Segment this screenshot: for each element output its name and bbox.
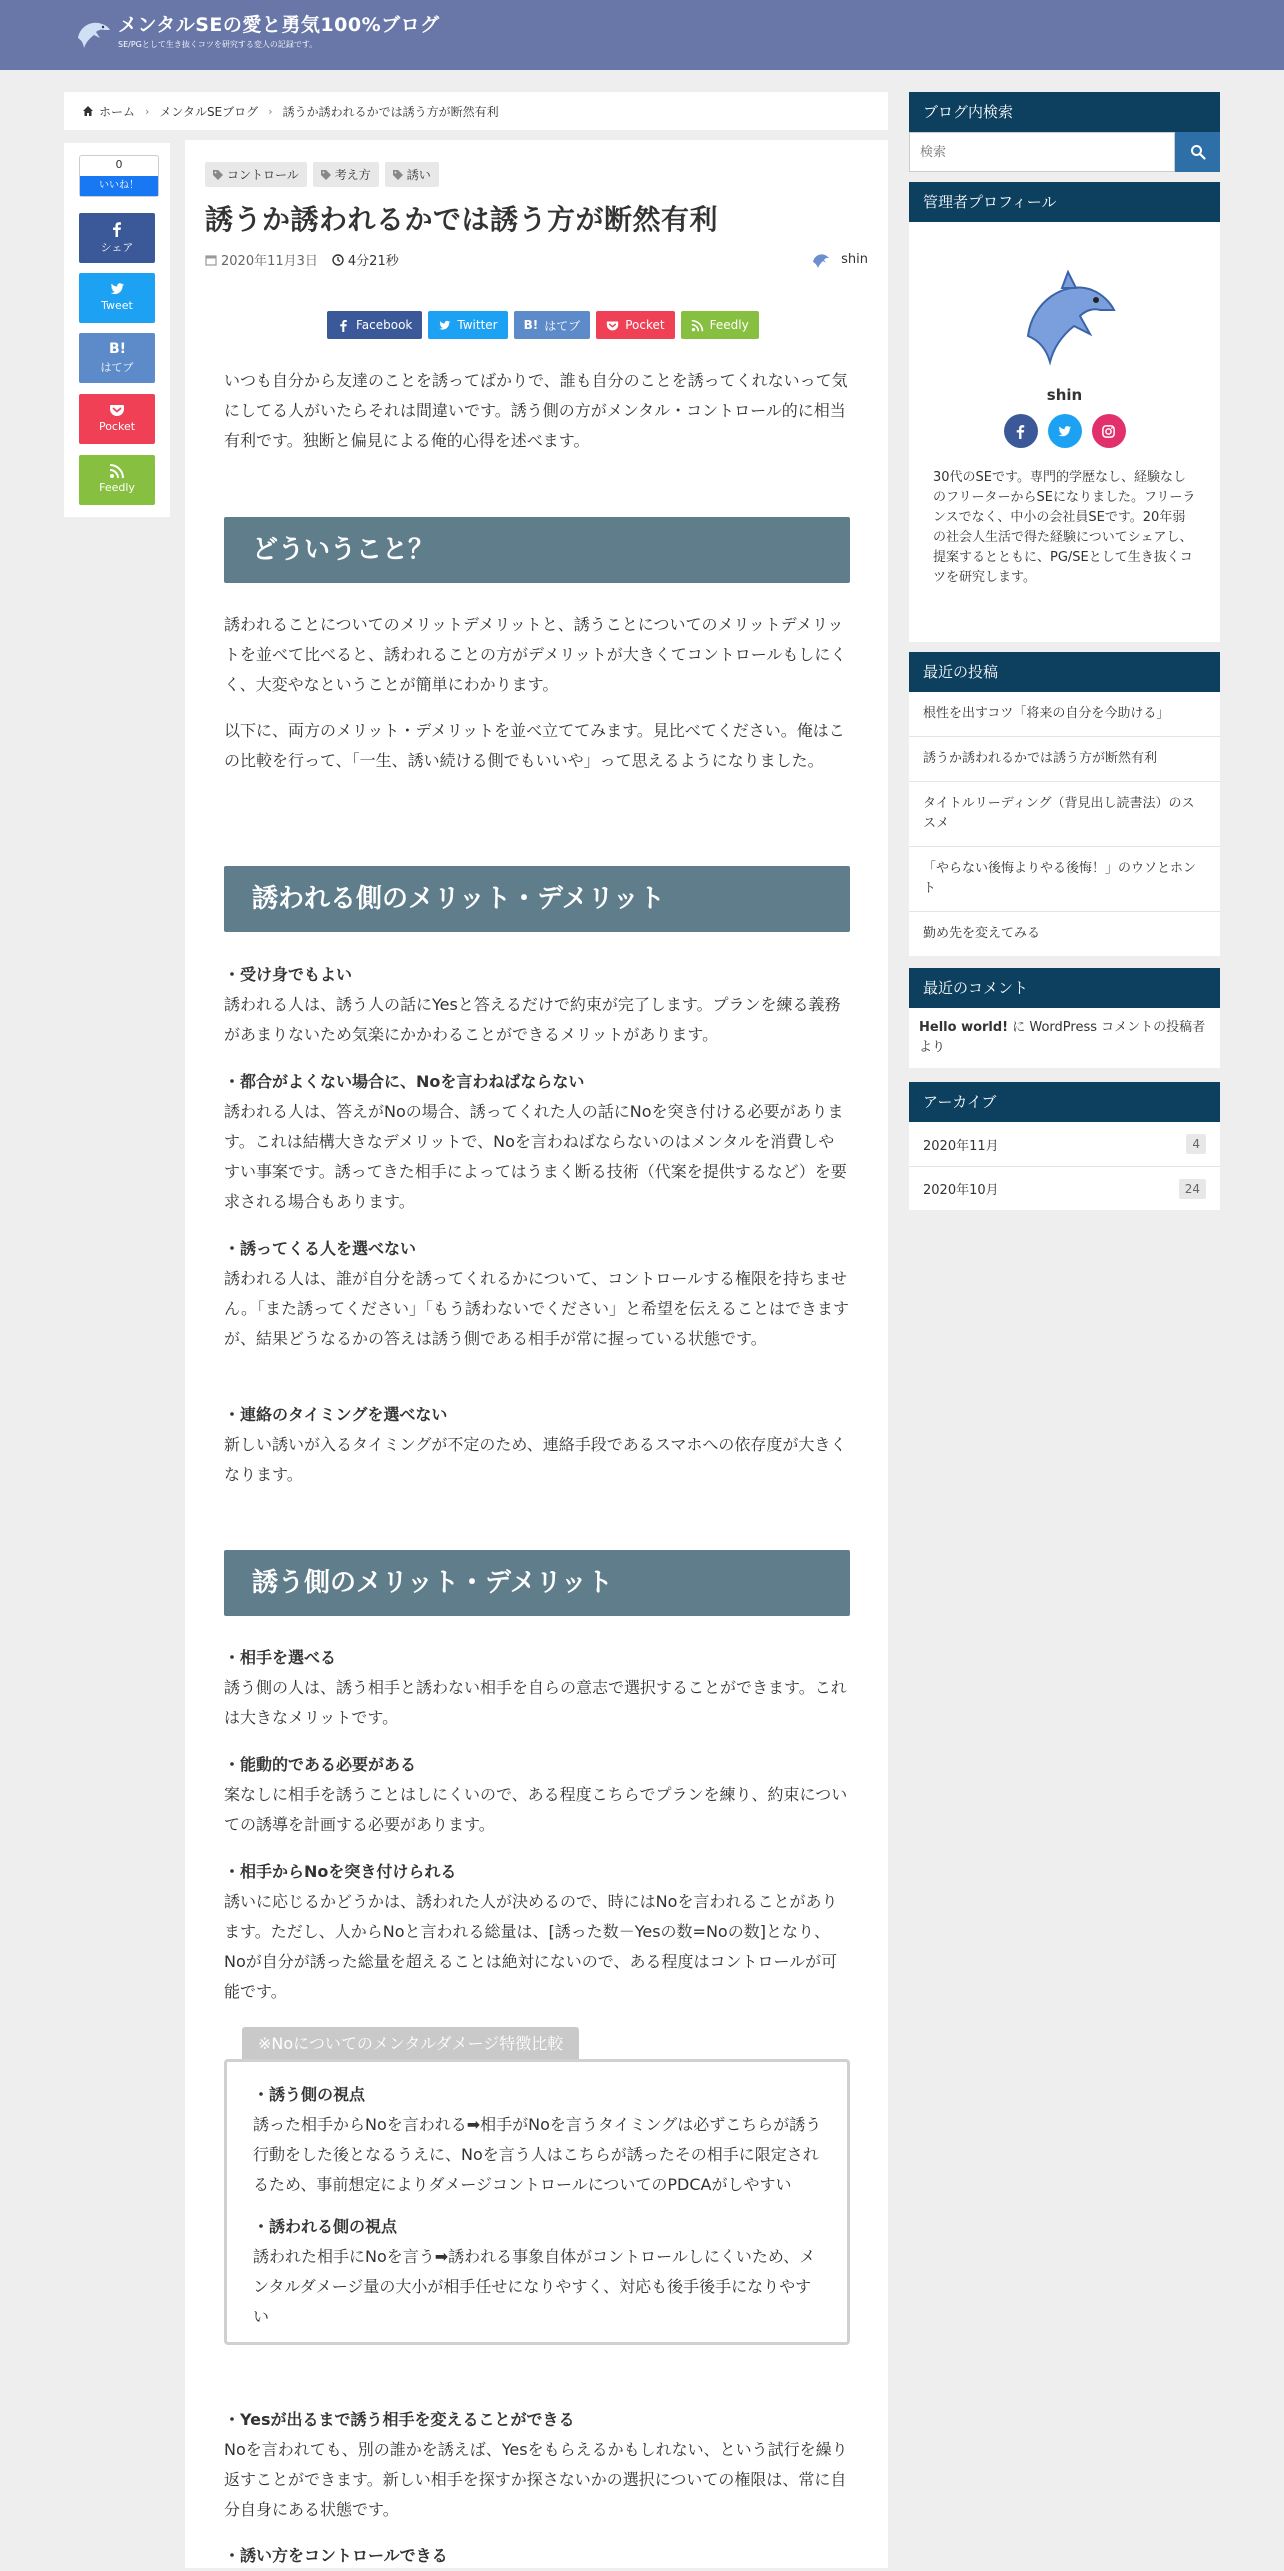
profile-bio: 30代のSEです。専門的学歴なし、経験なしのフリーターからSEになりました。フリーランスでなく、中小の会社員SEです。20年弱の社会人生活で得た経験についてシェアし、提案するとともに、PG/SEとして生き抜くコツを研究します。 <box>933 470 1196 585</box>
comment-text: に WordPress コメントの投稿者 より <box>919 1020 1206 1055</box>
feedly-button[interactable]: Feedly <box>681 311 759 339</box>
hatena-label: はてブ <box>100 361 134 374</box>
facebook-share-button[interactable] <box>79 213 155 263</box>
pocket-label: Pocket <box>98 420 136 433</box>
author-name: shin <box>841 251 868 267</box>
item-body: 誘われる人は、誘う人の話にYesと答えるだけで約束が完了します。プランを練る義務があまりないため気楽にかかわることができるメリットがあります。 <box>224 995 841 1044</box>
comparison-box-label: ※Noについてのメンタルダメージ特徴比較 <box>242 2027 579 2061</box>
facebook-link[interactable] <box>1004 414 1038 448</box>
item-heading: ・相手を選べる <box>224 1648 337 1667</box>
list-item <box>224 960 850 1050</box>
hatena-share-button[interactable] <box>79 333 155 383</box>
item-body: 誘いに応じるかどうかは、誘われた人が決めるので、時にはNoを言われることがあります。ただし、人からNoと言われる総量は、[誘った数－Yesの数=Noの数]となり、Noが自分が誘った総量を超えることは絶対にないので、ある程度はコントロールが可能です。 <box>224 1892 838 2001</box>
search-icon <box>1190 144 1206 160</box>
read-time: 4分21秒 <box>347 254 399 269</box>
item-heading: ・都合がよくない場合に、Noを言わねばならない <box>224 1072 585 1091</box>
archive-count: 24 <box>1179 1179 1206 1199</box>
home-icon <box>82 105 94 117</box>
recent-post-link[interactable]: 根性を出すコツ「将来の自分を今助ける」 <box>923 706 1170 721</box>
recent-posts-list <box>909 692 1220 956</box>
item-body: Noを言われても、別の誰かを誘えば、Yesをもらえるかもしれない、という試行を繰り返すことができます。新しい相手を探すか探さないかの選択についての権限は、常に自分自身にある状態です。 <box>224 2440 848 2519</box>
section-heading: 誘う側のメリット・デメリット <box>224 1550 850 1616</box>
post-author[interactable] <box>809 248 868 270</box>
item-body: 誘われる人は、答えがNoの場合、誘ってくれた人の話にNoを突き付ける必要があります。これは結構大きなデメリットで、Noを言わねばならないのはメンタルを消費しやすい事案です。誘ってきた相手によってはうまく断る技術（代案を提供するなど）を要求される場合もあります。 <box>224 1102 847 1211</box>
list-item <box>224 2405 850 2525</box>
calendar-icon <box>205 254 217 266</box>
item-heading: ・誘う側の視点 <box>253 2085 366 2104</box>
item-heading: ・誘ってくる人を選べない <box>224 1239 417 1258</box>
site-header <box>0 0 1284 70</box>
tag-icon <box>393 170 403 180</box>
archive-count: 4 <box>1186 1134 1206 1154</box>
facebook-icon <box>1013 424 1028 439</box>
widget-heading: 最近の投稿 <box>909 652 1220 692</box>
site-subtitle: SE/PGとして生き抜くコツを研究する変人の記録です。 <box>118 40 318 49</box>
recent-comments-widget <box>909 968 1220 1068</box>
like-count: 0 <box>115 158 123 171</box>
tag[interactable]: コントロール <box>205 162 307 187</box>
share-sidebar <box>64 143 170 517</box>
share-button-row <box>327 311 759 339</box>
post-title: 誘うか誘われるかでは誘う方が断然有利 <box>205 203 719 236</box>
hatena-icon: B! <box>523 317 539 332</box>
profile-social-links <box>909 414 1220 448</box>
list-item <box>224 1067 850 1217</box>
twitter-share-button[interactable] <box>79 273 155 323</box>
archives-widget <box>909 1082 1220 1210</box>
dolphin-logo-icon <box>72 12 112 52</box>
widget-heading: アーカイブ <box>909 1082 1220 1122</box>
comment-post-link[interactable]: Hello world! <box>919 1020 1009 1035</box>
item-heading: ・相手からNoを突き付けられる <box>224 1862 457 1881</box>
paragraph: 以下に、両方のメリット・デメリットを並べ立ててみます。見比べてください。俺はこの比較を行って、「一生、誘い続ける側でもいいや」って思えるようになりました。 <box>224 721 845 770</box>
recent-post-link[interactable]: 誘うか誘われるかでは誘う方が断然有利 <box>909 736 1220 781</box>
archive-link[interactable] <box>909 1166 1220 1210</box>
dolphin-avatar-icon <box>1010 258 1120 368</box>
breadcrumb-current: 誘うか誘われるかでは誘う方が断然有利 <box>282 104 499 119</box>
instagram-link[interactable] <box>1092 414 1126 448</box>
feedly-share-button[interactable] <box>79 455 155 505</box>
feedly-label: Feedly <box>99 481 135 494</box>
pocket-share-button[interactable] <box>79 394 155 444</box>
list-item <box>224 1750 850 1840</box>
facebook-icon <box>337 319 350 332</box>
twitter-button[interactable]: Twitter <box>428 311 507 339</box>
tag-list <box>205 162 439 187</box>
author-avatar-icon <box>809 248 831 270</box>
article <box>185 140 888 2568</box>
archive-month: 2020年11月 <box>923 1138 999 1154</box>
list-item <box>224 1643 850 1733</box>
item-heading: ・能動的である必要がある <box>224 1755 417 1774</box>
twitter-icon <box>1057 424 1072 439</box>
widget-heading: 管理者プロフィール <box>909 182 1220 222</box>
list-item <box>224 1857 850 2007</box>
clock-icon <box>332 254 344 266</box>
intro-paragraph: いつも自分から友達のことを誘ってばかりで、誰も自分のことを誘ってくれないって気にしてる人がいたらそれは間違いです。誘う側の方がメンタル・コントロール的に相当有利です。独断と偏見による俺的心得を述べます。 <box>224 371 848 450</box>
facebook-icon <box>109 221 125 237</box>
item-body: 新しい誘いが入るタイミングが不定のため、連絡手段であるスマホへの依存度が大きくなります。 <box>224 1435 847 1484</box>
comparison-box <box>224 2059 850 2345</box>
tag[interactable]: 誘い <box>385 162 439 187</box>
tweet-label: Tweet <box>101 299 133 312</box>
recent-post-link[interactable]: 勤め先を変えてみる <box>909 911 1220 956</box>
tag-icon <box>321 170 331 180</box>
hatena-button[interactable]: B! はてブ <box>514 311 591 339</box>
recent-post-link[interactable]: タイトルリーディング（背見出し読書法）のススメ <box>909 781 1220 846</box>
archive-month: 2020年10月 <box>923 1183 999 1198</box>
search-input[interactable] <box>909 132 1175 172</box>
breadcrumb <box>64 92 888 130</box>
like-button[interactable]: いいね！ <box>80 176 158 196</box>
recent-comment <box>909 1008 1220 1068</box>
post-meta <box>205 250 399 269</box>
instagram-icon <box>1101 424 1116 439</box>
twitter-link[interactable] <box>1048 414 1082 448</box>
item-heading: ・誘い方をコントロールできる <box>224 2546 448 2565</box>
profile-widget <box>909 182 1220 642</box>
item-heading: ・Yesが出るまで誘う相手を変えることができる <box>224 2410 575 2429</box>
item-heading: ・誘われる側の視点 <box>253 2217 398 2236</box>
archive-link[interactable] <box>909 1122 1220 1166</box>
item-body: 誘われた相手にNoを言う➡誘われる事象自体がコントロールしにくいため、メンタルダメージ量の大小が相手任せになりやすく、対応も後手後手になりやすい <box>253 2247 816 2326</box>
post-date: 2020年11月3日 <box>221 254 318 269</box>
site-logo[interactable] <box>72 12 440 52</box>
chevron-right-icon: › <box>268 104 273 118</box>
item-body: 案なしに相手を誘うことはしにくいので、ある程度こちらでプランを練り、約束についての誘導を計画する必要があります。 <box>224 1785 848 1834</box>
item-body: 誘われる人は、誰が自分を誘ってくれるかについて、コントロールする権限を持ちません。「また誘ってください」「もう誘わないでください」と希望を伝えることはできますが、結果どうなるかの答えは誘う側である相手が常に握っている状態です。 <box>224 1269 849 1348</box>
search-widget <box>909 92 1220 172</box>
item-heading: ・連絡のタイミングを選べない <box>224 1405 448 1424</box>
site-title: メンタルSEの愛と勇気100%ブログ <box>118 14 440 36</box>
tag[interactable]: 考え方 <box>313 162 379 187</box>
widget-heading: 最近のコメント <box>909 968 1220 1008</box>
chevron-right-icon: › <box>145 104 150 118</box>
rss-icon <box>691 319 704 332</box>
list-item <box>224 1234 850 1354</box>
recent-posts-widget <box>909 652 1220 956</box>
recent-post-link[interactable]: 「やらない後悔よりやる後悔！」のウソとホント <box>909 846 1220 911</box>
list-item <box>224 2541 850 2571</box>
widget-heading: ブログ内検索 <box>909 92 1220 132</box>
profile-name: shin <box>1046 386 1083 404</box>
section-heading: 誘われる側のメリット・デメリット <box>224 866 850 932</box>
breadcrumb-category[interactable]: メンタルSEブログ <box>159 104 259 119</box>
pocket-icon <box>109 402 125 418</box>
rss-icon <box>109 463 125 479</box>
item-heading: ・受け身でもよい <box>224 965 353 984</box>
like-widget <box>79 155 159 197</box>
item-body: 誘う側の人は、誘う相手と誘わない相手を自らの意志で選択することができます。これは大きなメリットです。 <box>224 1678 847 1727</box>
list-item <box>224 1400 850 1490</box>
pocket-button[interactable]: Pocket <box>596 311 674 339</box>
hatena-icon: B! <box>109 341 127 357</box>
archive-list <box>909 1122 1220 1210</box>
item-body: 誘った相手からNoを言われる➡相手がNoを言うタイミングは必ずこちらが誘う行動をした後となるうえに、Noを言う人はこちらが誘ったその相手に限定されるため、事前想定によりダメージコントロールについてのPDCAがしやすい <box>253 2115 822 2194</box>
twitter-icon <box>438 319 451 332</box>
tag-icon <box>213 170 223 180</box>
twitter-icon <box>109 281 125 297</box>
paragraph: 誘われることについてのメリットデメリットと、誘うことについてのメリットデメリットを並べて比べると、誘われることの方がデメリットが大きくてコントロールもしにくく、大変やなということが簡単にわかります。 <box>224 615 847 694</box>
section-heading: どういうこと？ <box>224 517 850 583</box>
facebook-button[interactable]: Facebook <box>327 311 422 339</box>
pocket-icon <box>606 319 619 332</box>
breadcrumb-home[interactable]: ホーム <box>99 104 136 119</box>
share-label: シェア <box>100 241 134 254</box>
search-button[interactable] <box>1175 132 1220 172</box>
